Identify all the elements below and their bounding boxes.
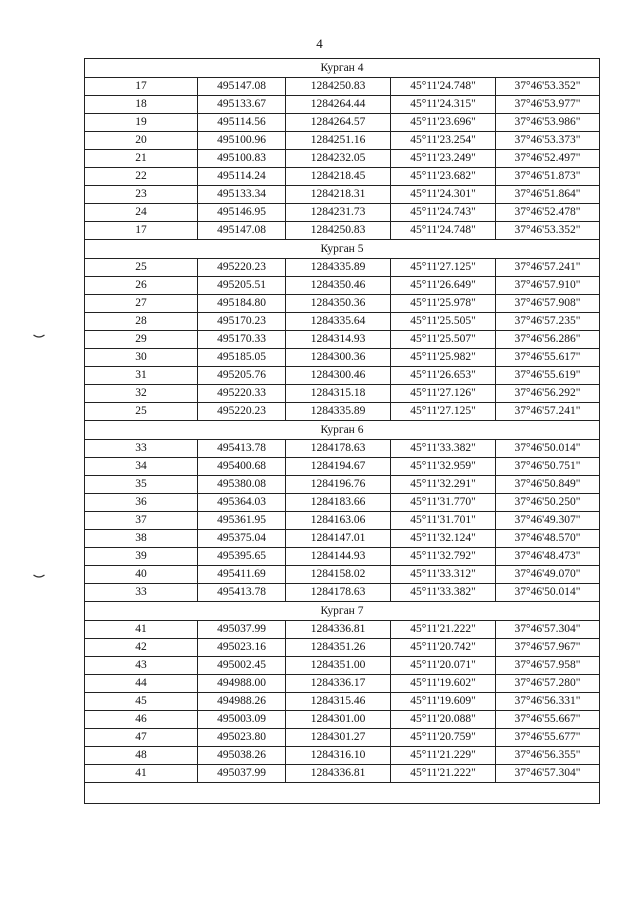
x-coordinate-cell: 494988.00 <box>198 675 286 693</box>
point-number-cell: 17 <box>85 222 198 240</box>
y-coordinate-cell: 1284178.63 <box>286 584 391 602</box>
point-number-cell: 44 <box>85 675 198 693</box>
y-coordinate-cell: 1284335.89 <box>286 403 391 421</box>
latitude-cell: 45°11'32.124" <box>391 530 496 548</box>
table-bottom-row <box>85 783 600 804</box>
point-number-cell: 41 <box>85 765 198 783</box>
latitude-cell: 45°11'20.088" <box>391 711 496 729</box>
x-coordinate-cell: 495100.83 <box>198 150 286 168</box>
latitude-cell: 45°11'26.653" <box>391 367 496 385</box>
section-header-row <box>85 59 600 78</box>
longitude-cell: 37°46'57.280" <box>496 675 600 693</box>
latitude-cell: 45°11'31.770" <box>391 494 496 512</box>
y-coordinate-cell: 1284218.45 <box>286 168 391 186</box>
table-row <box>85 295 600 313</box>
table-row <box>85 186 600 204</box>
table-row <box>85 458 600 476</box>
section-header-row <box>85 240 600 259</box>
point-number-cell: 20 <box>85 132 198 150</box>
latitude-cell: 45°11'32.792" <box>391 548 496 566</box>
longitude-cell: 37°46'50.014" <box>496 440 600 458</box>
y-coordinate-cell: 1284350.46 <box>286 277 391 295</box>
x-coordinate-cell: 495023.80 <box>198 729 286 747</box>
latitude-cell: 45°11'24.301" <box>391 186 496 204</box>
point-number-cell: 29 <box>85 331 198 349</box>
y-coordinate-cell: 1284232.05 <box>286 150 391 168</box>
table-row <box>85 313 600 331</box>
longitude-cell: 37°46'57.304" <box>496 765 600 783</box>
y-coordinate-cell: 1284250.83 <box>286 222 391 240</box>
table-row <box>85 512 600 530</box>
longitude-cell: 37°46'56.292" <box>496 385 600 403</box>
y-coordinate-cell: 1284196.76 <box>286 476 391 494</box>
latitude-cell: 45°11'26.649" <box>391 277 496 295</box>
point-number-cell: 25 <box>85 259 198 277</box>
point-number-cell: 34 <box>85 458 198 476</box>
x-coordinate-cell: 495411.69 <box>198 566 286 584</box>
table-row <box>85 403 600 421</box>
x-coordinate-cell: 495147.08 <box>198 78 286 96</box>
point-number-cell: 41 <box>85 621 198 639</box>
y-coordinate-cell: 1284178.63 <box>286 440 391 458</box>
latitude-cell: 45°11'27.125" <box>391 259 496 277</box>
y-coordinate-cell: 1284315.46 <box>286 693 391 711</box>
y-coordinate-cell: 1284218.31 <box>286 186 391 204</box>
x-coordinate-cell: 495037.99 <box>198 765 286 783</box>
y-coordinate-cell: 1284315.18 <box>286 385 391 403</box>
table-row <box>85 96 600 114</box>
x-coordinate-cell: 495114.24 <box>198 168 286 186</box>
latitude-cell: 45°11'20.759" <box>391 729 496 747</box>
table-row <box>85 367 600 385</box>
x-coordinate-cell: 495380.08 <box>198 476 286 494</box>
point-number-cell: 19 <box>85 114 198 132</box>
point-number-cell: 36 <box>85 494 198 512</box>
longitude-cell: 37°46'57.241" <box>496 259 600 277</box>
x-coordinate-cell: 495364.03 <box>198 494 286 512</box>
coordinates-table <box>84 58 600 804</box>
latitude-cell: 45°11'33.382" <box>391 440 496 458</box>
longitude-cell: 37°46'51.864" <box>496 186 600 204</box>
point-number-cell: 24 <box>85 204 198 222</box>
table-row <box>85 566 600 584</box>
x-coordinate-cell: 495146.95 <box>198 204 286 222</box>
latitude-cell: 45°11'25.507" <box>391 331 496 349</box>
longitude-cell: 37°46'55.617" <box>496 349 600 367</box>
latitude-cell: 45°11'24.743" <box>391 204 496 222</box>
latitude-cell: 45°11'32.959" <box>391 458 496 476</box>
y-coordinate-cell: 1284336.81 <box>286 765 391 783</box>
longitude-cell: 37°46'53.352" <box>496 222 600 240</box>
table-row <box>85 385 600 403</box>
y-coordinate-cell: 1284316.10 <box>286 747 391 765</box>
table-row <box>85 584 600 602</box>
latitude-cell: 45°11'21.229" <box>391 747 496 765</box>
point-number-cell: 31 <box>85 367 198 385</box>
x-coordinate-cell: 495133.34 <box>198 186 286 204</box>
x-coordinate-cell: 495002.45 <box>198 657 286 675</box>
y-coordinate-cell: 1284350.36 <box>286 295 391 313</box>
x-coordinate-cell: 495147.08 <box>198 222 286 240</box>
longitude-cell: 37°46'57.304" <box>496 621 600 639</box>
y-coordinate-cell: 1284314.93 <box>286 331 391 349</box>
latitude-cell: 45°11'19.602" <box>391 675 496 693</box>
point-number-cell: 38 <box>85 530 198 548</box>
section-header-row <box>85 602 600 621</box>
latitude-cell: 45°11'25.978" <box>391 295 496 313</box>
longitude-cell: 37°46'50.250" <box>496 494 600 512</box>
longitude-cell: 37°46'50.014" <box>496 584 600 602</box>
table-row <box>85 440 600 458</box>
latitude-cell: 45°11'32.291" <box>391 476 496 494</box>
point-number-cell: 47 <box>85 729 198 747</box>
longitude-cell: 37°46'53.373" <box>496 132 600 150</box>
longitude-cell: 37°46'52.478" <box>496 204 600 222</box>
point-number-cell: 25 <box>85 403 198 421</box>
latitude-cell: 45°11'27.126" <box>391 385 496 403</box>
longitude-cell: 37°46'52.497" <box>496 150 600 168</box>
y-coordinate-cell: 1284264.57 <box>286 114 391 132</box>
point-number-cell: 18 <box>85 96 198 114</box>
longitude-cell: 37°46'55.677" <box>496 729 600 747</box>
y-coordinate-cell: 1284147.01 <box>286 530 391 548</box>
x-coordinate-cell: 495220.23 <box>198 403 286 421</box>
x-coordinate-cell: 495395.65 <box>198 548 286 566</box>
table-row <box>85 693 600 711</box>
table-row <box>85 747 600 765</box>
longitude-cell: 37°46'55.619" <box>496 367 600 385</box>
y-coordinate-cell: 1284264.44 <box>286 96 391 114</box>
latitude-cell: 45°11'27.125" <box>391 403 496 421</box>
point-number-cell: 26 <box>85 277 198 295</box>
table-row <box>85 349 600 367</box>
point-number-cell: 33 <box>85 440 198 458</box>
latitude-cell: 45°11'33.382" <box>391 584 496 602</box>
point-number-cell: 32 <box>85 385 198 403</box>
point-number-cell: 23 <box>85 186 198 204</box>
table-row <box>85 530 600 548</box>
y-coordinate-cell: 1284301.27 <box>286 729 391 747</box>
y-coordinate-cell: 1284335.89 <box>286 259 391 277</box>
table-row <box>85 204 600 222</box>
y-coordinate-cell: 1284144.93 <box>286 548 391 566</box>
latitude-cell: 45°11'20.742" <box>391 639 496 657</box>
latitude-cell: 45°11'21.222" <box>391 765 496 783</box>
x-coordinate-cell: 495205.76 <box>198 367 286 385</box>
longitude-cell: 37°46'53.977" <box>496 96 600 114</box>
x-coordinate-cell: 495023.16 <box>198 639 286 657</box>
latitude-cell: 45°11'20.071" <box>391 657 496 675</box>
longitude-cell: 37°46'56.355" <box>496 747 600 765</box>
point-number-cell: 46 <box>85 711 198 729</box>
point-number-cell: 45 <box>85 693 198 711</box>
latitude-cell: 45°11'33.312" <box>391 566 496 584</box>
latitude-cell: 45°11'23.682" <box>391 168 496 186</box>
x-coordinate-cell: 495133.67 <box>198 96 286 114</box>
longitude-cell: 37°46'49.307" <box>496 512 600 530</box>
longitude-cell: 37°46'48.473" <box>496 548 600 566</box>
latitude-cell: 45°11'19.609" <box>391 693 496 711</box>
table-row <box>85 331 600 349</box>
point-number-cell: 43 <box>85 657 198 675</box>
point-number-cell: 17 <box>85 78 198 96</box>
x-coordinate-cell: 495114.56 <box>198 114 286 132</box>
margin-mark <box>33 334 45 339</box>
point-number-cell: 27 <box>85 295 198 313</box>
point-number-cell: 28 <box>85 313 198 331</box>
section-header-row <box>85 421 600 440</box>
longitude-cell: 37°46'53.352" <box>496 78 600 96</box>
x-coordinate-cell: 495185.05 <box>198 349 286 367</box>
x-coordinate-cell: 495361.95 <box>198 512 286 530</box>
table-row <box>85 168 600 186</box>
y-coordinate-cell: 1284158.02 <box>286 566 391 584</box>
latitude-cell: 45°11'25.982" <box>391 349 496 367</box>
table-row <box>85 639 600 657</box>
y-coordinate-cell: 1284301.00 <box>286 711 391 729</box>
latitude-cell: 45°11'23.249" <box>391 150 496 168</box>
section-title: Курган 6 <box>85 421 600 440</box>
latitude-cell: 45°11'23.254" <box>391 132 496 150</box>
table-row <box>85 548 600 566</box>
x-coordinate-cell: 495100.96 <box>198 132 286 150</box>
longitude-cell: 37°46'48.570" <box>496 530 600 548</box>
section-title: Курган 4 <box>85 59 600 78</box>
longitude-cell: 37°46'57.235" <box>496 313 600 331</box>
longitude-cell: 37°46'50.751" <box>496 458 600 476</box>
longitude-cell: 37°46'56.331" <box>496 693 600 711</box>
point-number-cell: 30 <box>85 349 198 367</box>
x-coordinate-cell: 495413.78 <box>198 584 286 602</box>
longitude-cell: 37°46'49.070" <box>496 566 600 584</box>
y-coordinate-cell: 1284300.46 <box>286 367 391 385</box>
longitude-cell: 37°46'57.958" <box>496 657 600 675</box>
point-number-cell: 39 <box>85 548 198 566</box>
margin-mark <box>33 574 45 579</box>
longitude-cell: 37°46'56.286" <box>496 331 600 349</box>
x-coordinate-cell: 495037.99 <box>198 621 286 639</box>
y-coordinate-cell: 1284183.66 <box>286 494 391 512</box>
point-number-cell: 21 <box>85 150 198 168</box>
longitude-cell: 37°46'55.667" <box>496 711 600 729</box>
point-number-cell: 48 <box>85 747 198 765</box>
x-coordinate-cell: 494988.26 <box>198 693 286 711</box>
point-number-cell: 35 <box>85 476 198 494</box>
y-coordinate-cell: 1284351.00 <box>286 657 391 675</box>
x-coordinate-cell: 495220.33 <box>198 385 286 403</box>
table-row <box>85 476 600 494</box>
latitude-cell: 45°11'24.748" <box>391 222 496 240</box>
x-coordinate-cell: 495220.23 <box>198 259 286 277</box>
latitude-cell: 45°11'24.315" <box>391 96 496 114</box>
section-title: Курган 5 <box>85 240 600 259</box>
x-coordinate-cell: 495038.26 <box>198 747 286 765</box>
section-title: Курган 7 <box>85 602 600 621</box>
table-row <box>85 277 600 295</box>
x-coordinate-cell: 495170.33 <box>198 331 286 349</box>
table-row <box>85 657 600 675</box>
x-coordinate-cell: 495184.80 <box>198 295 286 313</box>
y-coordinate-cell: 1284336.81 <box>286 621 391 639</box>
table-row <box>85 621 600 639</box>
x-coordinate-cell: 495375.04 <box>198 530 286 548</box>
x-coordinate-cell: 495205.51 <box>198 277 286 295</box>
y-coordinate-cell: 1284163.06 <box>286 512 391 530</box>
point-number-cell: 33 <box>85 584 198 602</box>
table-row <box>85 765 600 783</box>
table-row <box>85 675 600 693</box>
x-coordinate-cell: 495003.09 <box>198 711 286 729</box>
longitude-cell: 37°46'51.873" <box>496 168 600 186</box>
x-coordinate-cell: 495170.23 <box>198 313 286 331</box>
longitude-cell: 37°46'57.967" <box>496 639 600 657</box>
empty-cell <box>85 783 600 804</box>
y-coordinate-cell: 1284250.83 <box>286 78 391 96</box>
table-row <box>85 729 600 747</box>
y-coordinate-cell: 1284251.16 <box>286 132 391 150</box>
table-row <box>85 222 600 240</box>
point-number-cell: 22 <box>85 168 198 186</box>
page-number: 4 <box>316 36 323 51</box>
y-coordinate-cell: 1284231.73 <box>286 204 391 222</box>
y-coordinate-cell: 1284335.64 <box>286 313 391 331</box>
y-coordinate-cell: 1284336.17 <box>286 675 391 693</box>
longitude-cell: 37°46'57.908" <box>496 295 600 313</box>
latitude-cell: 45°11'21.222" <box>391 621 496 639</box>
latitude-cell: 45°11'23.696" <box>391 114 496 132</box>
point-number-cell: 40 <box>85 566 198 584</box>
coordinates-table-body <box>85 59 600 804</box>
longitude-cell: 37°46'53.986" <box>496 114 600 132</box>
longitude-cell: 37°46'57.910" <box>496 277 600 295</box>
point-number-cell: 42 <box>85 639 198 657</box>
latitude-cell: 45°11'31.701" <box>391 512 496 530</box>
y-coordinate-cell: 1284300.36 <box>286 349 391 367</box>
table-row <box>85 711 600 729</box>
table-row <box>85 78 600 96</box>
table-row <box>85 114 600 132</box>
x-coordinate-cell: 495400.68 <box>198 458 286 476</box>
longitude-cell: 37°46'50.849" <box>496 476 600 494</box>
longitude-cell: 37°46'57.241" <box>496 403 600 421</box>
latitude-cell: 45°11'24.748" <box>391 78 496 96</box>
table-row <box>85 132 600 150</box>
x-coordinate-cell: 495413.78 <box>198 440 286 458</box>
latitude-cell: 45°11'25.505" <box>391 313 496 331</box>
y-coordinate-cell: 1284194.67 <box>286 458 391 476</box>
table-row <box>85 259 600 277</box>
point-number-cell: 37 <box>85 512 198 530</box>
table-row <box>85 494 600 512</box>
y-coordinate-cell: 1284351.26 <box>286 639 391 657</box>
table-row <box>85 150 600 168</box>
